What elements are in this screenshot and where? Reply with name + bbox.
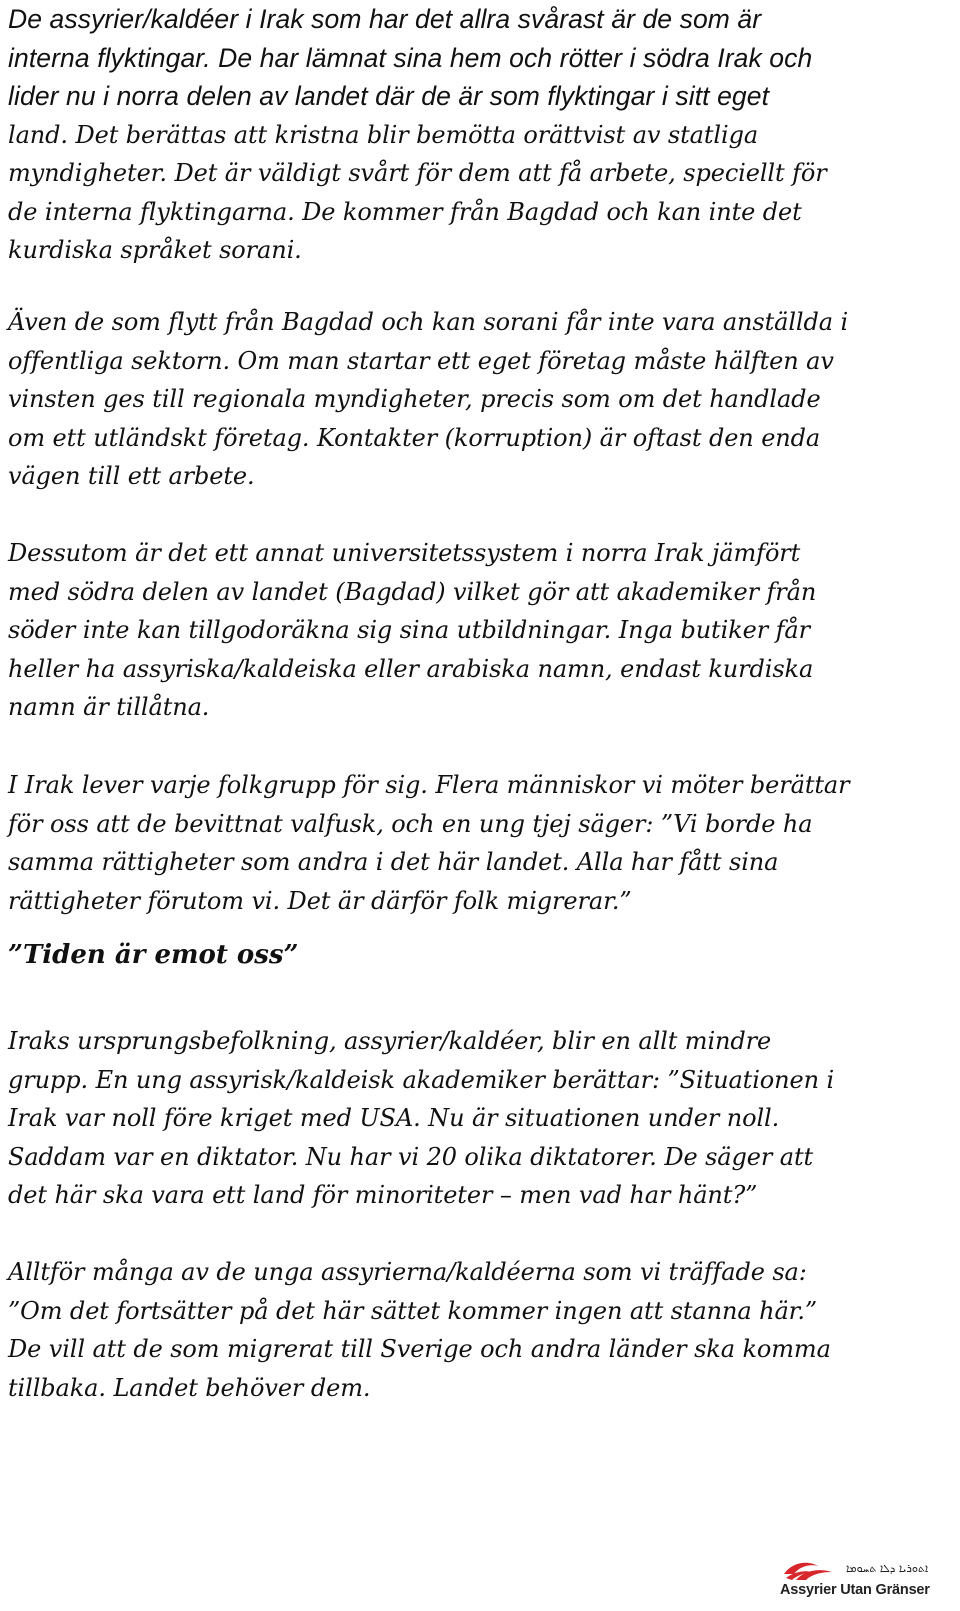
logo-name: Assyrier Utan Gränser <box>780 1582 930 1598</box>
paragraph-line: samma rättigheter som andra i det här landet. Alla har fått sina <box>8 848 779 876</box>
section-heading: ”Tiden är emot oss” <box>8 940 299 970</box>
paragraph-line: söder inte kan tillgodoräkna sig sina utbildningar. Inga butiker får <box>8 616 810 644</box>
paragraph-line: om ett utländskt företag. Kontakter (korruption) är oftast den enda <box>8 423 821 452</box>
paragraph-line: rättigheter förutom vi. Det är därför folk migrerar.” <box>8 886 632 915</box>
paragraph-line: Alltför många av de unga assyrierna/kaldéerna som vi träffade sa: <box>8 1258 807 1286</box>
paragraph-1 <box>8 0 953 270</box>
paragraph-line: lider nu i norra delen av landet där de är som flyktingar i sitt eget <box>8 81 770 111</box>
paragraph-line: Dessutom är det ett annat universitetssystem i norra Irak jämfört <box>8 539 801 567</box>
paragraph-line: Saddam var en diktator. Nu har vi 20 olika diktatorer. De säger att <box>8 1142 814 1171</box>
organization-logo <box>782 1560 957 1608</box>
paragraph-6 <box>8 1253 953 1407</box>
paragraph-line: för oss att de bevittnat valfusk, och en ung tjej säger: ”Vi borde ha <box>8 809 813 838</box>
paragraph-line: vinsten ges till regionala myndigheter, precis som om det handlade <box>8 385 821 413</box>
paragraph-line: De assyrier/kaldéer i Irak som har det allra svårast är de som är <box>8 4 762 34</box>
paragraph-line: Även de som flytt från Bagdad och kan sorani får inte vara anställda i <box>8 308 849 336</box>
paragraph-line: de interna flyktingarna. De kommer från Bagdad och kan inte det <box>8 197 802 226</box>
paragraph-3 <box>8 534 953 727</box>
paragraph-line: land. Det berättas att kristna blir bemötta orättvist av statliga <box>8 120 759 149</box>
paragraph-line: interna flyktingar. De har lämnat sina hem och rötter i södra Irak och <box>8 42 813 73</box>
paragraph-line: med södra delen av landet (Bagdad) vilket gör att akademiker från <box>8 577 817 606</box>
paragraph-line: myndigheter. Det är väldigt svårt för dem att få arbete, speciellt för <box>8 159 827 187</box>
paragraph-line: tillbaka. Landet behöver dem. <box>8 1373 371 1402</box>
paragraph-2 <box>8 303 953 496</box>
paragraph-line: grupp. En ung assyrisk/kaldeisk akademiker berättar: ”Situationen i <box>8 1065 835 1094</box>
paragraph-line: De vill att de som migrerat till Sverige och andra länder ska komma <box>8 1335 831 1363</box>
paragraph-line: ”Om det fortsätter på det här sättet kommer ingen att stanna här.” <box>8 1296 818 1325</box>
paragraph-line: heller ha assyriska/kaldeiska eller arabiska namn, endast kurdiska <box>8 654 814 683</box>
paragraph-line: namn är tillåtna. <box>8 693 210 721</box>
paragraph-line: kurdiska språket sorani. <box>8 236 302 264</box>
paragraph-5 <box>8 1022 953 1215</box>
logo-syriac-text: ܐܬܘܪܝܐ ܕܠܐ ܬܚܘܡܐ <box>846 1562 929 1575</box>
paragraph-line: det här ska vara ett land för minoriteter – men vad har hänt?” <box>8 1181 758 1209</box>
logo-swoosh-icon <box>782 1560 842 1582</box>
paragraph-line: I Irak lever varje folkgrupp för sig. Flera människor vi möter berättar <box>8 771 850 799</box>
paragraph-line: offentliga sektorn. Om man startar ett eget företag måste hälften av <box>8 346 834 375</box>
paragraph-line: Irak var noll före kriget med USA. Nu är situationen under noll. <box>8 1104 780 1132</box>
paragraph-line: vägen till ett arbete. <box>8 462 255 490</box>
paragraph-line: Iraks ursprungsbefolkning, assyrier/kaldéer, blir en allt mindre <box>8 1027 772 1055</box>
paragraph-4 <box>8 766 953 920</box>
